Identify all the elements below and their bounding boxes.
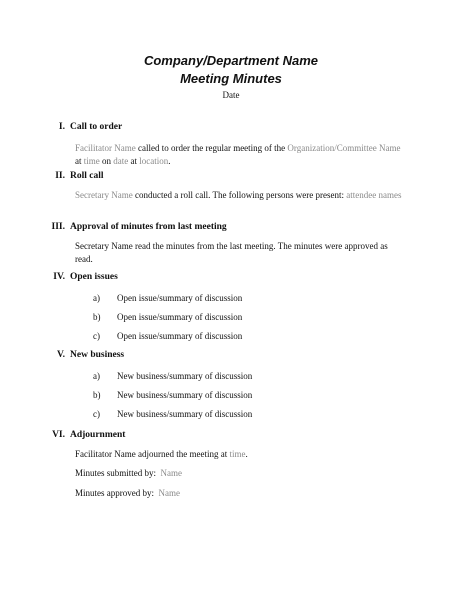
section-title: Adjournment	[70, 430, 126, 440]
approved-label: Minutes approved by:	[75, 488, 154, 498]
organization-placeholder: Organization/Committee Name	[287, 143, 401, 153]
list-item-letter: c)	[93, 409, 100, 419]
minutes-submitted-line	[75, 467, 405, 480]
list-item	[93, 311, 242, 323]
date-line: Date	[222, 90, 240, 100]
call-to-order-paragraph: Facilitator Name called to order the regular meeting of the Organization/Committee Name at time on date at location.	[75, 143, 401, 166]
attendee-names-placeholder: attendee names	[346, 190, 402, 200]
section-title: Roll call	[70, 171, 104, 181]
list-item	[93, 408, 252, 420]
section-number: I.	[58, 122, 65, 132]
list-item-text: New business/summary of discussion	[117, 371, 253, 381]
list-item-letter: b)	[93, 390, 101, 400]
facilitator-name-placeholder: Facilitator Name	[75, 143, 136, 153]
list-item-letter: b)	[93, 312, 101, 322]
list-item	[93, 370, 252, 382]
section-number: III.	[51, 222, 65, 232]
section-heading-roll-call	[25, 170, 104, 182]
submitted-label: Minutes submitted by:	[75, 468, 156, 478]
section-heading-approval	[25, 221, 227, 233]
section-number: IV.	[53, 272, 65, 282]
section-heading-new-business	[25, 349, 124, 361]
adjournment-paragraph: Facilitator Name adjourned the meeting at time.	[75, 449, 248, 459]
list-item-text: Open issue/summary of discussion	[117, 331, 243, 341]
time-placeholder: time	[229, 449, 246, 459]
section-heading-call-to-order	[25, 121, 122, 133]
list-item	[93, 292, 242, 304]
secretary-name-placeholder: Secretary Name	[75, 190, 133, 200]
roll-call-paragraph: Secretary Name conducted a roll call. The following persons were present: attendee names	[75, 190, 402, 200]
list-item	[93, 330, 242, 342]
approval-paragraph: Secretary Name read the minutes from the last meeting. The minutes were approved as read.	[75, 241, 388, 264]
list-item-letter: c)	[93, 331, 100, 341]
list-item-letter: a)	[93, 293, 100, 303]
list-item-text: New business/summary of discussion	[117, 409, 253, 419]
approved-name-placeholder: Name	[158, 488, 180, 498]
section-title: Open issues	[70, 272, 118, 282]
list-item-text: New business/summary of discussion	[117, 390, 253, 400]
meeting-minutes-title: Meeting Minutes	[180, 71, 282, 86]
list-item	[93, 389, 252, 401]
section-title: Call to order	[70, 122, 123, 132]
list-item-letter: a)	[93, 371, 100, 381]
location-placeholder: location	[139, 156, 169, 166]
list-item-text: Open issue/summary of discussion	[117, 312, 243, 322]
section-number: V.	[56, 350, 65, 360]
section-title: Approval of minutes from last meeting	[70, 222, 227, 232]
date-placeholder: date	[113, 156, 129, 166]
section-number: VI.	[52, 430, 65, 440]
section-heading-adjournment	[25, 429, 125, 441]
section-number: II.	[55, 171, 65, 181]
list-item-text: Open issue/summary of discussion	[117, 293, 243, 303]
section-title: New business	[70, 350, 125, 360]
minutes-approved-line	[75, 487, 405, 500]
section-heading-open-issues	[25, 271, 118, 283]
company-name-title: Company/Department Name	[143, 53, 319, 68]
submitted-name-placeholder: Name	[160, 468, 182, 478]
time-placeholder: time	[83, 156, 100, 166]
